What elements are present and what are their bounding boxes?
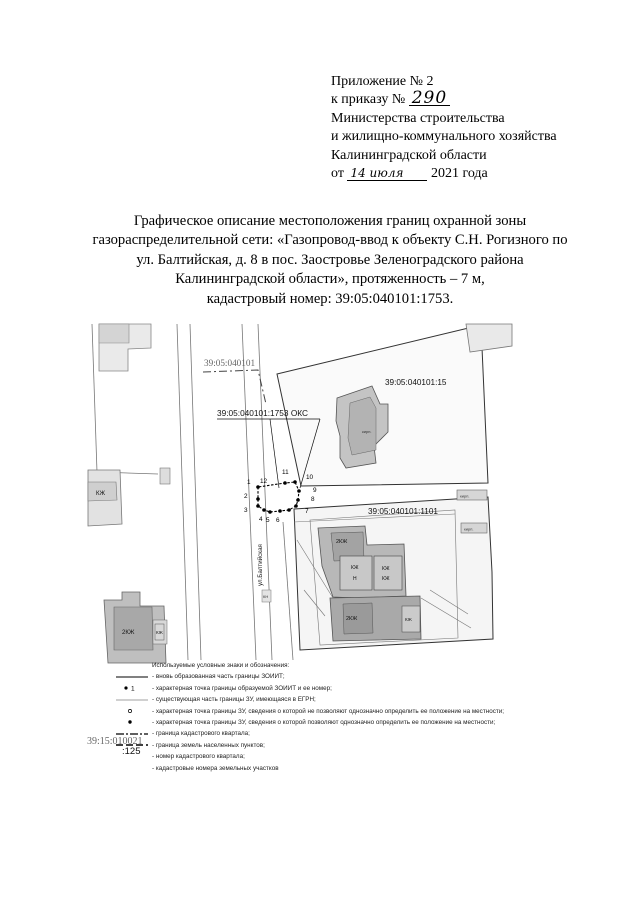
zone-point-8 [294, 504, 298, 508]
zone-point-5 [268, 510, 272, 514]
date-year: 2021 года [430, 166, 488, 182]
legend-heading: Используемые условные знаки и обозначения: [152, 662, 290, 669]
legend-item-text: - кадастровые номера земельных участков [152, 764, 279, 772]
legend-item [114, 671, 514, 682]
title-line-2: газораспределительной сети: «Газопровод-ввод к объекту С.Н. Рогизного по [92, 232, 568, 249]
legend-item [114, 683, 514, 694]
point-number: 6 [276, 517, 280, 524]
annex-number: Приложение № 2 [331, 74, 434, 89]
legend-item [114, 763, 514, 774]
point-number: 11 [282, 469, 289, 476]
parcel-number-sample: :125 [122, 746, 141, 757]
title-line-4: Калининградской области», протяженность – 7 м, [175, 271, 485, 288]
building-upper-left [99, 324, 151, 371]
legend-item-text: - граница кадастрового квартала; [152, 730, 250, 738]
building-label: 2КЖ [336, 539, 348, 545]
building-label: КЖ [96, 491, 106, 497]
legend-item-text: - характерная точка границы ЗУ, сведения о которой позволяют однозначно определить ее положение на местности; [152, 718, 496, 726]
map-legend [114, 660, 514, 774]
date-prefix: от [331, 166, 344, 182]
street-name-label: ул.Балтийская [257, 544, 264, 586]
quarter-number-sample: 39:15:010021 [87, 736, 143, 747]
point-number: 12 [260, 478, 268, 485]
legend-item [114, 706, 514, 717]
building-material-label: кирп. [362, 429, 372, 434]
title-line-1: Графическое описание местоположения границ охранной зоны [133, 213, 527, 229]
parcel-15-number: 39:05:040101:15 [385, 378, 447, 387]
building-label: КН [263, 594, 269, 599]
building-label: Н [353, 576, 357, 582]
building-label: КЖ [351, 565, 359, 571]
parcel-15 [277, 325, 488, 486]
building-label: КЖ [405, 617, 412, 622]
zone-point-6 [278, 509, 282, 513]
legend-item [114, 717, 514, 728]
zone-point-2 [256, 497, 260, 501]
zone-point-9 [296, 498, 300, 502]
parcel-1101 [262, 490, 493, 650]
legend-point-number: 1 [131, 685, 135, 693]
ministry-line-2: и жилищно-коммунального хозяйства [331, 129, 557, 145]
zone-point-4 [262, 508, 266, 512]
order-prefix: к приказу № [331, 92, 406, 108]
zone-point-11 [293, 480, 297, 484]
point-number: 9 [313, 487, 317, 494]
building-material-label: кирп. [460, 493, 470, 499]
title-line-5: кадастровый номер: 39:05:040101:1753. [206, 290, 454, 307]
zone-point-7 [287, 508, 291, 512]
building-label: 2КЖ [122, 630, 135, 636]
ministry-line-1: Министерства строительства [331, 110, 505, 126]
legend-item [114, 751, 514, 762]
point-number: 3 [244, 507, 248, 514]
legend-item [114, 694, 514, 705]
point-number: 8 [311, 496, 315, 503]
point-number: 4 [259, 516, 263, 523]
legend-item-text: - номер кадастрового квартала; [152, 753, 245, 761]
zone-point-12 [283, 481, 287, 485]
handwritten-date: 14 июля [347, 166, 427, 181]
ministry-line-3: Калининградской области [331, 147, 487, 163]
zone-point-1 [256, 485, 260, 489]
parcel-top-right [466, 324, 512, 352]
point-number: 1 [247, 479, 251, 486]
quarter-number-label: 39:05:040101 [204, 358, 256, 368]
legend-item-text: - характерная точка границы ЗУ, сведения о которой не позволяют однозначно определить ее положение на местности; [152, 707, 504, 715]
title-line-3: ул. Балтийская, д. 8 в пос. Заостровье Зеленоградского района [136, 251, 524, 268]
handwritten-order-number: 290 [409, 91, 450, 106]
parcel-1101-number: 39:05:040101:1101 [368, 507, 438, 516]
point-number: 10 [306, 474, 314, 481]
legend-item-text: - существующая часть границы ЗУ, имеющаяся в ЕГРН; [152, 696, 316, 704]
left-parcel [88, 468, 170, 526]
legend-item-text: - характерная точка границы образуемой ЗОИИТ и ее номер; [152, 684, 332, 692]
zone-point-3 [256, 504, 260, 508]
legend-item [114, 740, 514, 751]
building-lower-left [104, 592, 167, 663]
legend-item-text: - граница земель населенных пунктов; [152, 741, 265, 749]
building-material-label: кирп. [464, 526, 474, 532]
building-label: КЖ [382, 566, 390, 572]
point-number: 7 [305, 508, 309, 515]
building-label: КЖ [382, 576, 390, 582]
legend-item [114, 728, 514, 739]
building-label: 2КЖ [346, 616, 358, 622]
point-number: 5 [266, 517, 270, 524]
protection-zone-number: 39:05:040101:1753 ОКС [217, 408, 309, 418]
zone-point-10 [297, 489, 301, 493]
building-label: КЖ [156, 630, 163, 635]
cadastral-quarter-boundary [203, 370, 266, 404]
legend-item-text: - вновь образованная часть границы ЗОИИТ; [152, 673, 285, 681]
point-number: 2 [244, 493, 248, 500]
